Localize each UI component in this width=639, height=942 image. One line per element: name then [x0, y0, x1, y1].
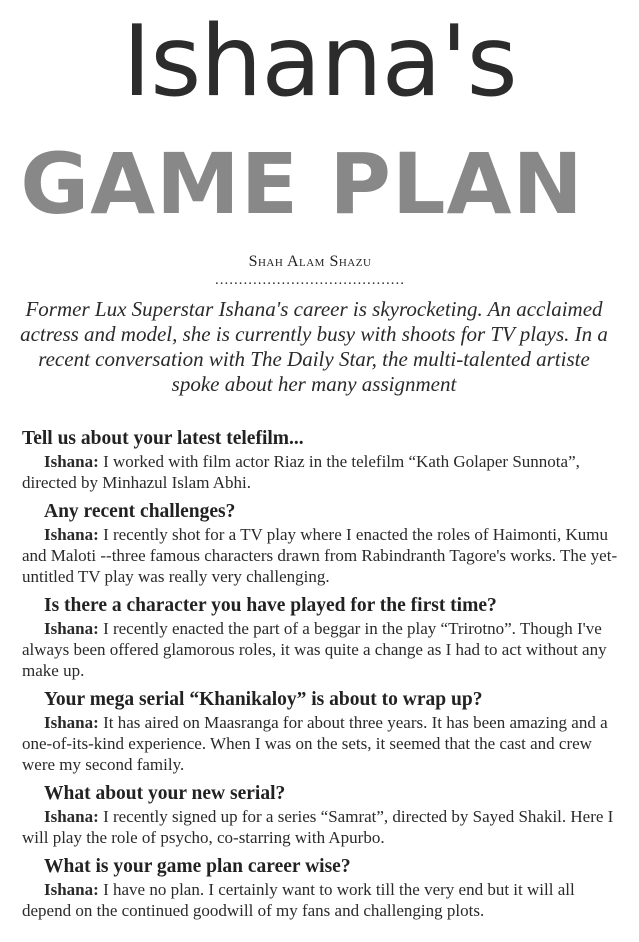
- interview-body: [22, 428, 622, 929]
- answer-text: I have no plan. I certainly want to work till the very end but it will all depend on the continued goodwill of my fans and challenging plots.: [22, 880, 575, 920]
- byline: Shah Alam Shazu: [248, 253, 372, 270]
- answer: [22, 712, 622, 775]
- answer-text: I worked with film actor Riaz in the telefilm “Kath Golaper Sunnota”, directed by Minhazul Islam Abhi.: [22, 452, 580, 492]
- answer-text: I recently shot for a TV play where I enacted the roles of Haimonti, Kumu and Maloti --three famous characters drawn from Rabindranth Tagore's works. The yet-untitled TV play was really very challenging.: [22, 525, 618, 586]
- question: What is your game plan career wise?: [44, 856, 351, 877]
- speaker-label: Ishana:: [44, 619, 99, 638]
- answer: [22, 618, 622, 681]
- headline-game-plan: GAME PLAN: [20, 135, 584, 233]
- question: What about your new serial?: [44, 783, 286, 804]
- intro-paragraph: Former Lux Superstar Ishana's career is skyrocketing. An acclaimed actress and model, she is currently busy with shoots for TV plays. In a recent conversation with The Daily Star, the multi-talented artiste spoke about her many assignment: [20, 297, 608, 396]
- question: Is there a character you have played for the first time?: [44, 595, 497, 616]
- answer: [22, 879, 622, 921]
- answer-text: I recently signed up for a series “Samrat”, directed by Sayed Shakil. Here I will play the role of psycho, co-starring with Apurbo.: [22, 807, 614, 847]
- answer: [22, 806, 622, 848]
- speaker-label: Ishana:: [44, 713, 99, 732]
- question: Your mega serial “Khanikaloy” is about to wrap up?: [44, 689, 483, 710]
- answer: [22, 451, 622, 493]
- speaker-label: Ishana:: [44, 880, 99, 899]
- answer-text: I recently enacted the part of a beggar in the play “Trirotno”. Though I've always been offered glamorous roles, it was quite a change as I had to act without any make up.: [22, 619, 607, 680]
- speaker-label: Ishana:: [44, 525, 99, 544]
- answer-text: It has aired on Maasranga for about three years. It has been amazing and a one-of-its-kind experience. When I was on the sets, it seemed that the cast and crew were my second family.: [22, 713, 608, 774]
- speaker-label: Ishana:: [44, 452, 99, 471]
- answer: [22, 524, 622, 587]
- speaker-label: Ishana:: [44, 807, 99, 826]
- question: Tell us about your latest telefilm...: [22, 428, 304, 449]
- byline-separator: ........................................: [215, 272, 405, 288]
- headline-name: Ishana's: [122, 5, 517, 119]
- question: Any recent challenges?: [44, 501, 236, 522]
